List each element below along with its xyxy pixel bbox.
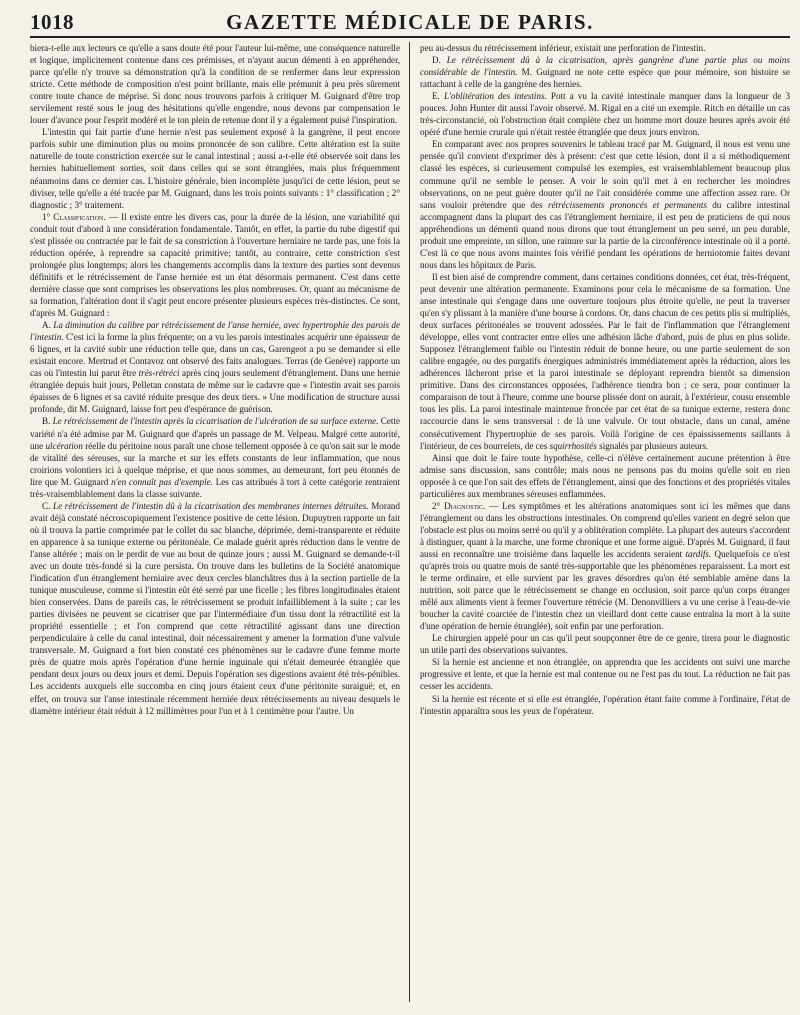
paragraph: Ainsi que doit le faire toute hypothèse, celle-ci n'élève certainement aucune prétention à être admise sans discussion, sans contrôle; mais nous ne pensons pas du moins qu'elle soit en rien opposée à ce que l'on sait des effets de l'étranglement, ainsi que des fonctions et des propriétés vitales particulières aux membranes séreuses enflammées. (420, 452, 790, 499)
subsection-b: B. Le rétrécissement de l'intestin après la cicatrisation de l'ulcération de sa surface externe. Cette variété n'a été admise par M. Guignard que d'après un passage de M. Velpeau. Malgré cette autorité, une ulcération réelle du péritoine nous paraît une chose tellement opposée à ce qu'on sait sur le mode de vitalité des séreuses, sur la marche et sur les effets constants de leur inflammation, que nous croirions volontiers ici à quelque méprise, et que nous sommes, au demeurant, fort peu étonnés de lire que M. Guignard n'en connaît pas d'exemple. Les cas attribués à tort à cette catégorie rentraient très-vraisemblablement dans la classe suivante. (30, 416, 400, 499)
journal-title: GAZETTE MÉDICALE DE PARIS. (226, 10, 594, 34)
section-heading: 1° Classification. (42, 211, 106, 222)
paragraph: Si la hernie est ancienne et non étranglée, on apprendra que les accidents ont suivi une marche progressive et lente, et que la hernie est mal contenue ou ne l'est pas du tout. La réduction ne fait pas cesser les accidents. (420, 657, 790, 692)
paragraph: Le chirurgien appelé pour un cas qu'il peut soupçonner être de ce genre, tirera pour le diagnostic un utile parti des observations suivantes. (420, 633, 790, 656)
subsection-a: A. La diminution du calibre par rétrécissement de l'anse herniée, avec hypertrophie des parois de l'intestin. C'est ici la forme la plus fréquente; on a vu les parois intestinales acquérir une épaisseur de 6 lignes, et la cavité subir une réduction telle que, dans un cas, Garengeot a pu se demander si elle existait encore. Mertrud et Contavoz ont observé des faits analogues. Terras (de Genève) rapporte un cas où l'intestin lui parut être très-rétréci après cinq jours seulement d'étranglement. Dans une hernie étranglée depuis huit jours, Pelletan constata de même sur le cadavre que « l'intestin avait ses parois épaisses de 6 lignes et sa cavité réduite presque des deux tiers. » Une modification de structure aussi profonde, dit M. Guignard, laisse fort peu d'espérance de guérison. (30, 320, 400, 415)
paragraph: Il est bien aisé de comprendre comment, dans certaines conditions données, cet état, très-fréquent, peut devenir une altération permanente. Examinons pour cela le mécanisme de sa formation. Une anse intestinale qui s'engage dans une ouverture toujours plus étroite qu'elle, ne peut la traverser qu'en s'y plissant à la manière d'une bourse à cordons. Or, dans chacun de ces petits plis si multipliés, deux surfaces péritonéales se trouvent adossées. Par le fait de l'inflammation que l'étranglement développe, elles vont contracter entre elles une adhésion lâche d'abord, puis de plus en plus solide. Supposez l'étranglement faible ou l'intestin réduit de bonne heure, ou une partie seulement de son calibre engagée, ou des purgatifs énergiques administrés immédiatement après la réduction, alors les adhérences lâcheront prise et la paroi intestinale se déployant reprendra bientôt sa dimension primitive. Dans des circonstances opposées, l'adhérence tiendra bon ; ce sera, pour continuer la comparaison de tout à l'heure, comme une bourse plissée dont on aurait, à l'extérieur, cousu ensemble tous les plis. La paroi intestinale maintenue froncée par cet état de sa tunique externe, restera donc raccourcie dans le sens transversal : de là une valvule. Or tout obstacle, dans un canal, amène consécutivement l'hypertrophie de ses parois. Voilà l'origine de ces épaississements saillants à l'intérieur, de ces bourrelets, de ces squirrhosités signalés par plusieurs auteurs. (420, 271, 790, 451)
section-diagnostic: 2° Diagnostic. — Les symptômes et les altérations anatomiques sont ici les mêmes que dans l'étranglement ou dans les obstructions intestinales. On comprend qu'elles varient en degré selon que l'obstacle est plus ou moins serré ou qu'il y a oblitération complète. La plupart des auteurs s'accordent à distinguer, quant à la marche, une forme chronique et une forme aiguë. D'après M. Guignard, il faut aussi en reconnaître une troisième dans laquelle les accidents seraient tardifs. Quelquefois ce n'est qu'après trois ou quatre mois de santé très-supportable que les phénomènes reparaissent. La mort est le terme ordinaire, et elle survient par les graves désordres qu'on été semblable amène dans la nutrition, soit parce que le rétrécissement se change en occlusion, soit parce qu'un corps étranger mêlé aux aliments vient à fermer l'ouverture rétrécie (M. Denonvilliers a vu une cerise à l'eau-de-vie boucher la cavité coarctée de l'intestin chez un vieillard dont cette cause entraîna la mort à la suite d'une opération de hernie étranglée), soit enfin par une perforation. (420, 500, 790, 632)
right-column (420, 42, 790, 1002)
subsection-d: D. Le rétrécissement dû à la cicatrisation, après gangrène d'une partie plus ou moins considérable de l'intestin. M. Guignard ne note cette espèce que pour mémoire, son histoire se rattachant à celle de la gangrène des hernies. (420, 55, 790, 90)
paragraph: biera-t-elle aux lecteurs ce qu'elle a sans doute été pour l'auteur lui-même, une conséquence naturelle et logique, implicitement contenue dans ces prémisses, et n'ayant aucun démenti à en appréhender, parce qu'elle n'y trouve sa démonstration qu'à la condition de se renfermer dans leur expression stricte. Cette méthode de composition n'est point brillante, mais elle prémunit à peu près sûrement contre toute chance de méprise. Si donc nous trouvons parfois à critiquer M. Guignard d'être trop servilement resté sous le joug des hésitations qu'elle engendre, nous devons par compensation le louer d'avance pour l'esprit modéré et le ton plein de retenue dont il y a également puisé l'inspiration. (30, 43, 400, 126)
section-heading: 2° Diagnostic. (432, 500, 486, 511)
left-column (30, 42, 400, 1002)
subsection-e: E. L'oblitération des intestins. Pott a vu la cavité intestinale manquer dans la longueur de 3 pouces. John Hunter dit aussi l'avoir observé. M. Rigal en a cité un exemple. Ritch en détaille un cas très-circonstancié, où l'obstruction était complète chez un homme mort douze heures après avoir été opéré d'une hernie crurale qui n'était restée étranglée que deux jours environ. (420, 91, 790, 138)
paragraph: L'intestin qui fait partie d'une hernie n'est pas seulement exposé à la gangrène, il peut encore parfois subir une diminution plus ou moins prononcée de son calibre. Cette altération est la suite naturelle de toute constriction exercée sur le canal intestinal ; aussi a-t-elle été observée soit dans les hernies habituellement sorties, soit dans celles qui se sont étranglées, mais plus fréquemment néanmoins dans ce dernier cas. L'histoire générale, bien incomplète jusqu'ici de cette lésion, peut se diviser, telle qu'elle a été tracée par M. Guignard, dans les trois points suivants : 1° classification ; 2° diagnostic ; 3° traitement. (30, 127, 400, 210)
paragraph: En comparant avec nos propres souvenirs le tableau tracé par M. Guignard, il nous est venu une pensée qu'il convient d'exprimer dès à présent: c'est que cette lésion, dont il a si méthodiquement classé les espèces, si curieusement compulsé les exemples, est vraisemblablement beaucoup plus commune qu'il ne semble le penser. A voir le soin qu'il met à en rechercher les moindres observations, on ne peut guère douter qu'il ne l'ait considérée comme une affection assez rare. Or sans vouloir prétendre que des rétrécissements prononcés et permanents du calibre intestinal accompagnent dans la plupart des cas l'étranglement herniaire, il est peu de praticiens de qui nous appréhendions un démenti quand nous dirons que tout étranglement un peu serré, un peu durable, produit une empreinte, un sillon, une rainure sur la partie de la circonférence intestinale où il a porté. C'est là ce que nous avons maintes fois vérifié pendant les opérations de herniotomie faites devant nous dans les hôpitaux de Paris. (420, 139, 790, 270)
subsection-c: C. Le rétrécissement de l'intestin dû à la cicatrisation des membranes internes détruites. Morand avait déjà constaté nécroscopiquement l'existence positive de cette lésion. Dupuytren rapporte un fait où il trouva la partie comprimée par le collet du sac blanche, déprimée, demi-transparente et réduite en apparence à sa tunique externe ou péritonéale. Ce malade guérit après réduction dans le ventre de l'anse altérée ; mais on le perdit de vue au bout de quinze jours ; aussi M. Guignard se demande-t-il avec un doute très-fondé si la cure persista. On trouve dans les bulletins de la Société anatomique l'indication d'un étranglement herniaire avec deux cercles blanchâtres dus à la section partielle de la tunique musculeuse, comme si l'intestin eût été serré par une ficelle ; les fibres longitudinales étaient bien conservées. Dans de pareils cas, le rétrécissement se produit infailliblement à la suite ; car les parties divisées ne peuvent se cicatriser que par l'intermédiaire d'un tissu dont la rétractilité est la propriété essentielle ; et l'on comprend que cette rétractilité agissant dans une direction perpendiculaire à celle du canal intestinal, doit nécessairement y amener la formation d'une valvule transversale. M. Guignard a fort bien constaté ces phénomènes sur le cadavre d'une femme morte près de quatre mois après l'opération d'une hernie inguinale qui n'était demeurée étranglée que pendant deux jours ou deux jours et demi. Depuis l'opération ses digestions avaient été très-pénibles. Les accidents auxquels elle succomba en cinq jours étaient ceux d'une péritonite suraiguë; et, en effet, on trouva sur l'anse intestinale récemment herniée deux rétrécissements au niveau desquels le diamètre intérieur était réduit à 12 millimètres pour l'un et à 1 centimètre pour l'autre. Un (30, 500, 400, 716)
page-header (30, 8, 790, 38)
paragraph: Si la hernie est récente et si elle est étranglée, l'opération étant faite comme à l'ordinaire, l'état de l'intestin apparaîtra sous les yeux de l'opérateur. (420, 693, 790, 716)
section-classification: 1° Classification. — Il existe entre les divers cas, pour la durée de la lésion, une variabilité qui conduit tout d'abord à une considération fondamentale. Tantôt, en effet, la partie du tube digestif qui s'est plissée ou contractée par le fait de sa constriction à l'ouverture herniaire ne tarde pas, une fois la réduction opérée, à reprendre sa capacité primitive; tantôt, au contraire, cette constriction s'est prolongée plus longtemps; alors les changements accomplis dans la texture des parties sont devenus définitifs et le rétrécissement de l'anse herniée est un état désormais permanent. C'est dans cette dernière classe que sont comprises les observations les plus nombreuses. Or, quant au mécanisme de sa formation, l'altération dont il s'agit peut encore présenter plusieurs espèces très-distinctes. Ce sont, d'après M. Guignard : (30, 211, 400, 319)
newspaper-page (30, 8, 790, 1008)
page-number: 1018 (30, 10, 74, 34)
paragraph: peu au-dessus du rétrécissement inférieur, existait une perforation de l'intestin. (420, 43, 706, 53)
